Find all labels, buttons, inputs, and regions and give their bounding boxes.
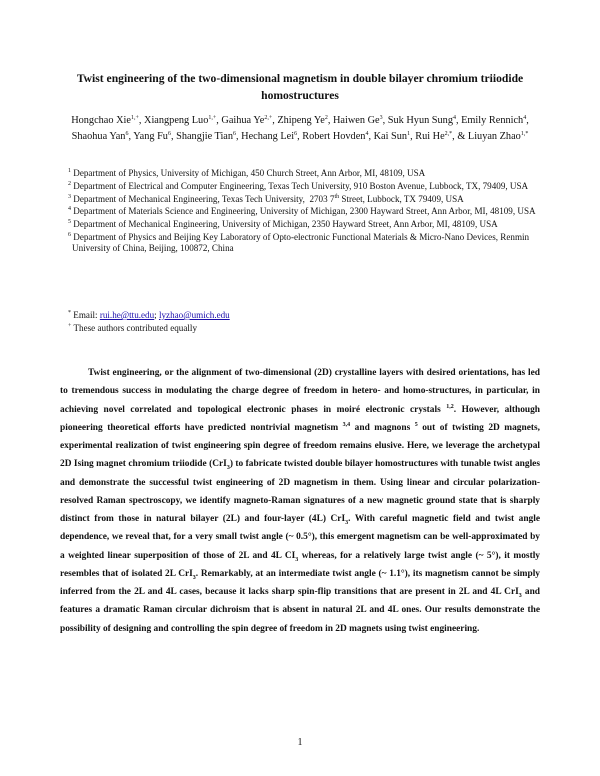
affiliation-6: $^6$ Department of Physics and Beijing Key Laboratory of Opto-electronic Functional Materials & Micro-Nano Devices, Renmin University of China, Beijing, 100872, China <box>68 231 530 254</box>
email-link-rui-he[interactable]: rui.he@ttu.edu <box>99 310 155 320</box>
asterisk-mark: * <box>68 310 71 316</box>
email-link-lyzhao[interactable]: lyzhao@umich.edu <box>158 310 230 320</box>
author-notes <box>68 309 536 334</box>
equal-contribution-note <box>68 322 536 335</box>
abstract: Twist engineering, or the alignment of two-dimensional (2D) crystalline layers with desired orientations, has led to tremendous success in modulating the charge degree of freedom in hetero- and homo-structures, in particular, in achieving novel correlated and topological electronic phases in moiré electronic crystals $^{1,2}$. However, although pioneering theoretical efforts have predicted nontrivial magnetism $^{3,4}$ and magnons $^5$ out of twisting 2D magnets, experimental realization of twist engineering spin degree of freedom remains elusive. Here, we leverage the archetypal 2D Ising magnet chromium triiodide (CrI$_3$) to fabricate twisted double bilayer homostructures with tunable twist angles and demonstrate the successful twist engineering of 2D magnetism in them. Using linear and circular polarization-resolved Raman spectroscopy, we identify magneto-Raman signatures of a new magnetic ground state that is sharply distinct from those in natural bilayer (2L) and four-layer (4L) CrI$_3$. With careful magnetic field and twist angle dependence, we reveal that, for a very small twist angle (~ 0.5°), this emergent magnetism can be well-approximated by a weighted linear superposition of those of 2L and 4L $CI_3$ whereas, for a relatively large twist angle (~ 5°), it mostly resembles that of isolated 2L CrI$_3$. Remarkably, at an intermediate twist angle (~ 1.1°), its magnetism cannot be simply inferred from the 2L and 4L cases, because it lacks sharp spin-flip transitions that are present in 2L and 4L CrI$_3$ and features a dramatic Raman circular dichroism that is absent in natural 2L and 4L ones. Our results demonstrate the possibility of designing and controlling the spin degree of freedom in 2D magnets using twist engineering. <box>60 368 541 634</box>
affiliation-2: $^2$ Department of Electrical and Computer Engineering, Texas Tech University, 910 Boston Avenue, Lubbock, TX, 79409, USA <box>68 180 529 191</box>
affiliation-4: $^4$ Department of Materials Science and Engineering, University of Michigan, 2300 Hayward Street, Ann Arbor, MI, 48109, USA <box>68 206 536 217</box>
paper-title: Twist engineering of the two-dimensional magnetism in double bilayer chromium triiodide homostructures <box>76 72 524 102</box>
author-list: Hongchao Xie$^{1,+}$, Xiangpeng Luo$^{1,+}$, Gaihua $Ye^{2,+}$, Zhipeng Ye$^2$, Haiwen Ge$^3$, Suk Hyun Sung$^4$, Emily Rennich$^4$, Shaohua Yan$^6$, Yang Fu$^6$, Shangjie Tian$^6$, Hechang Lei$^6$, Robert Hovden$^4$, Kai Sun$^1$, Rui $He^{2,*}$, & Liuyan Zhao$^{1,*}$ <box>71 115 529 142</box>
page-number: 1 <box>297 737 303 748</box>
affiliation-5: $^5$ Department of Mechanical Engineering, University of Michigan, 2350 Hayward Street, Ann Arbor, MI, 48109, USA <box>68 219 498 230</box>
affiliation-3: $^3$ Department of Mechanical Engineering, Texas Tech University, 2703 7th Street, Lubbock, TX 79409, USA <box>68 193 464 204</box>
plus-mark: + <box>68 322 72 329</box>
email-note: * Email: rui.he@ttu.edu; lyzhao@umich.edu <box>68 310 230 320</box>
equal-contribution-text: These authors contributed equally <box>73 322 197 333</box>
email-label: Email: <box>73 310 98 320</box>
affiliation-list <box>68 168 536 256</box>
affiliation-1: $^1$ Department of Physics, University of Michigan, 450 Church Street, Ann Arbor, MI, 48109, USA <box>68 168 426 178</box>
